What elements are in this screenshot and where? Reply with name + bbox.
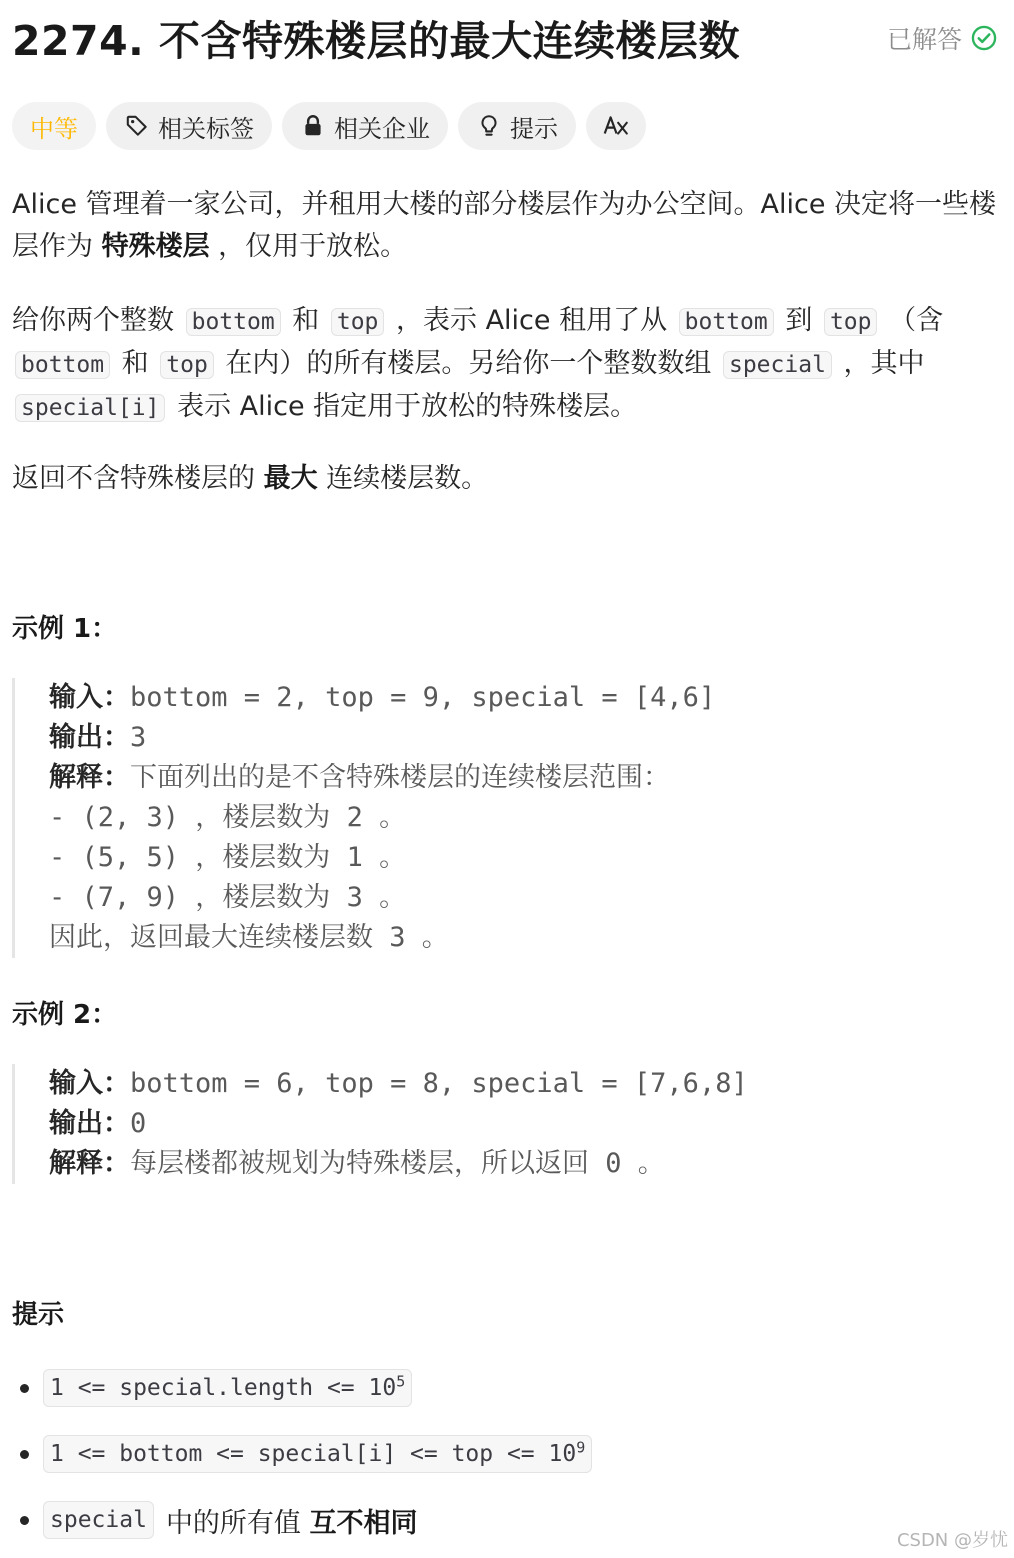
related-tags-label: 相关标签: [158, 114, 254, 143]
related-tags-button[interactable]: [106, 102, 272, 150]
example-2-block: [12, 1064, 992, 1184]
related-companies-label: 相关企业: [334, 114, 430, 143]
code-bottom: bottom: [186, 308, 281, 336]
constraint-item: [12, 1498, 418, 1542]
description-paragraph-1: Alice 管理着一家公司，并租用大楼的部分楼层作为办公空间。Alice 决定将一些楼层作为 特殊楼层 ，仅用于放松。: [12, 189, 997, 262]
code-top: top: [160, 351, 214, 379]
constraint-item: [12, 1432, 592, 1476]
watermark: CSDN @岁忧: [896, 1530, 1008, 1551]
code-bottom: bottom: [679, 308, 774, 336]
bold-special-floors: 特殊楼层: [101, 231, 210, 262]
hints-button[interactable]: [458, 102, 576, 150]
constraint-code-3: special: [43, 1501, 154, 1539]
translate-icon: [602, 112, 630, 140]
example-2-input: 输入：bottom = 6, top = 8, special = [7,6,8]: [49, 1068, 748, 1099]
example-1-output: 输出：3: [49, 722, 147, 753]
constraint-item: [12, 1366, 412, 1410]
tag-icon: [124, 113, 150, 139]
problem-title: 2274. 不含特殊楼层的最大连续楼层数: [12, 17, 740, 65]
example-2-explanation: 解释：每层楼都被规划为特殊楼层，所以返回 0 。: [49, 1148, 665, 1179]
example-1-range-2: - (5, 5) ，楼层数为 1 。: [49, 842, 407, 873]
example-1-input: 输入：bottom = 2, top = 9, special = [4,6]: [49, 682, 716, 713]
example-2-output: 输出：0: [49, 1108, 147, 1139]
lightbulb-icon: [476, 113, 502, 139]
bullet: [20, 1384, 29, 1393]
bold-max: 最大: [263, 463, 318, 494]
example-1-heading: 示例 1：: [12, 614, 118, 644]
chip-row: [12, 102, 646, 150]
example-1-conclusion: 因此，返回最大连续楼层数 3 。: [49, 922, 449, 953]
bullet: [20, 1516, 29, 1525]
constraint-code-2: 1 <= bottom <= special[i] <= top <= $10^9$: [43, 1435, 592, 1473]
code-top: top: [331, 308, 385, 336]
constraint-text-3: 中的所有值 互不相同: [165, 1507, 418, 1539]
hints-label: 提示: [510, 114, 558, 143]
description-paragraph-2: 给你两个整数 bottom 和 top ，表示 Alice 租用了从 bottom 到 top （含 bottom 和 top 在内）的所有楼层。另给你一个整数数组 special ，其中 special[i] 表示 Alice 指定用于放松的特殊楼层。: [12, 305, 944, 422]
constraint-code-1: 1 <= special.length <= $10^5$: [43, 1369, 412, 1407]
difficulty-badge: [12, 102, 96, 150]
code-top: top: [824, 308, 878, 336]
code-bottom: bottom: [15, 351, 110, 379]
solved-status: [887, 20, 998, 56]
example-2-heading: 示例 2：: [12, 1000, 118, 1030]
description-paragraph-3: 返回不含特殊楼层的 最大 连续楼层数。: [12, 463, 489, 494]
constraints-heading: 提示: [12, 1300, 65, 1330]
translate-button[interactable]: [586, 102, 646, 150]
code-special: special: [723, 351, 832, 379]
example-1-explanation: 解释：下面列出的是不含特殊楼层的连续楼层范围：: [49, 762, 670, 793]
example-1-range-1: - (2, 3) ，楼层数为 2 。: [49, 802, 407, 833]
difficulty-label: 中等: [30, 114, 78, 143]
check-circle-icon: [970, 24, 998, 52]
related-companies-button[interactable]: [282, 102, 448, 150]
example-1-block: [12, 678, 992, 958]
example-1-range-3: - (7, 9) ，楼层数为 3 。: [49, 882, 407, 913]
bullet: [20, 1450, 29, 1459]
lock-icon: [300, 113, 326, 139]
code-special-i: special[i]: [15, 394, 165, 422]
solved-label: 已解答: [886, 25, 962, 54]
